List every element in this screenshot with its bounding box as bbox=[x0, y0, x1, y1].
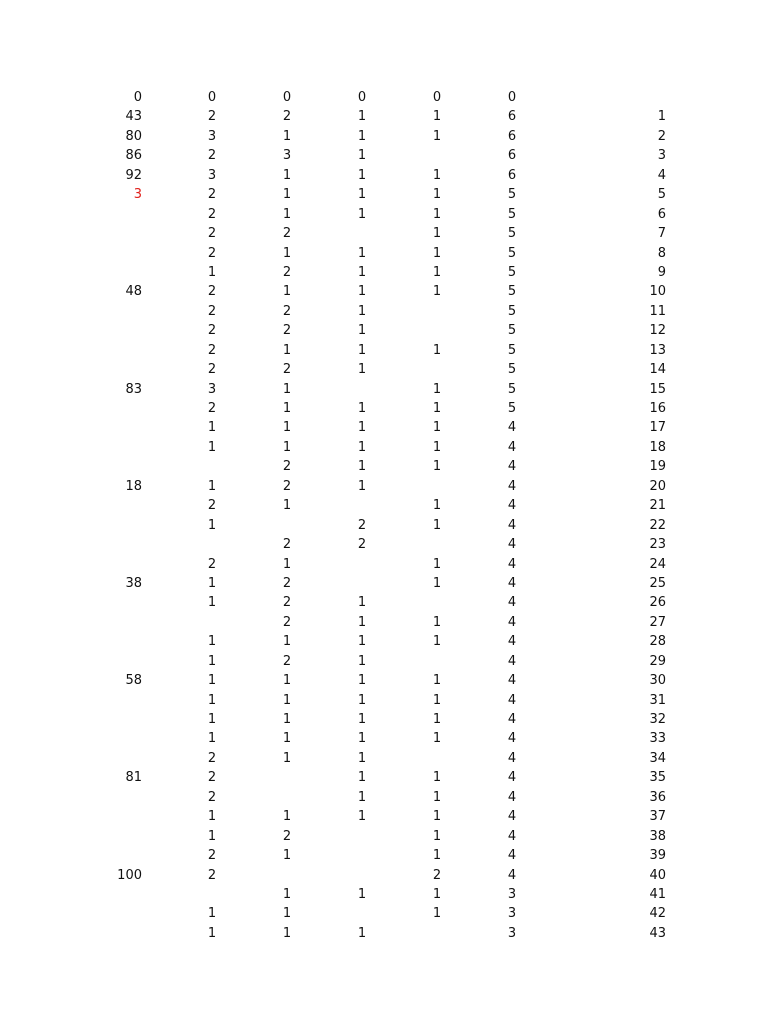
table-cell[interactable]: 3 bbox=[657, 148, 666, 164]
table-row bbox=[0, 438, 768, 457]
table-cell[interactable]: 1 bbox=[282, 848, 292, 864]
table-row bbox=[0, 380, 768, 399]
table-cell[interactable]: 3 bbox=[507, 906, 517, 922]
table-cell[interactable]: 1 bbox=[357, 439, 367, 455]
table-row bbox=[0, 555, 768, 574]
table-cell[interactable]: 4 bbox=[507, 828, 517, 844]
table-cell[interactable]: 2 bbox=[207, 556, 217, 572]
table-cell[interactable]: 2 bbox=[432, 867, 442, 883]
table-cell[interactable]: 1 bbox=[207, 673, 217, 689]
table-cell[interactable]: 5 bbox=[507, 206, 517, 222]
table-cell[interactable]: 2 bbox=[282, 478, 292, 494]
table-cell[interactable]: 4 bbox=[507, 789, 517, 805]
table-row bbox=[0, 282, 768, 301]
table-cell[interactable]: 6 bbox=[507, 148, 517, 164]
table-cell[interactable]: 1 bbox=[207, 828, 217, 844]
table-cell[interactable]: 2 bbox=[207, 770, 217, 786]
table-cell[interactable]: 4 bbox=[507, 459, 517, 475]
table-row bbox=[0, 107, 768, 126]
table-cell[interactable]: 2 bbox=[207, 867, 217, 883]
table-cell[interactable]: 5 bbox=[507, 226, 517, 242]
table-cell[interactable]: 2 bbox=[282, 595, 292, 611]
table-cell[interactable]: 2 bbox=[282, 653, 292, 669]
table-cell[interactable]: 1 bbox=[357, 401, 367, 416]
table-cell[interactable]: 2 bbox=[282, 362, 292, 378]
table-cell[interactable]: 1 bbox=[207, 634, 217, 650]
table-row bbox=[0, 88, 768, 107]
table-cell[interactable]: 1 bbox=[282, 731, 292, 747]
table-row bbox=[0, 457, 768, 476]
table-cell[interactable]: 35 bbox=[649, 770, 666, 786]
table-cell[interactable]: 1 bbox=[432, 206, 442, 222]
table-cell[interactable]: 1 bbox=[357, 789, 367, 805]
table-cell[interactable]: 42 bbox=[649, 906, 666, 922]
table-cell[interactable]: 4 bbox=[507, 478, 517, 494]
table-cell[interactable]: 40 bbox=[649, 867, 666, 883]
table-row bbox=[0, 205, 768, 224]
table-row bbox=[0, 185, 768, 204]
table-cell[interactable]: 4 bbox=[507, 770, 517, 786]
table-cell[interactable]: 48 bbox=[125, 284, 142, 300]
table-cell[interactable]: 37 bbox=[649, 809, 666, 825]
table-cell[interactable]: 1 bbox=[432, 128, 442, 144]
table-cell[interactable]: 0 bbox=[507, 90, 517, 105]
table-cell[interactable]: 5 bbox=[507, 323, 517, 339]
table-cell[interactable]: 1 bbox=[207, 712, 217, 727]
table-cell[interactable]: 1 bbox=[282, 556, 292, 572]
table-cell[interactable]: 2 bbox=[357, 537, 367, 553]
table-cell[interactable]: 39 bbox=[649, 848, 666, 864]
table-cell[interactable]: 1 bbox=[432, 809, 442, 825]
table-cell[interactable]: 1 bbox=[432, 498, 442, 514]
table-cell[interactable]: 19 bbox=[649, 459, 666, 475]
table-cell[interactable]: 4 bbox=[507, 420, 517, 436]
table-cell[interactable]: 1 bbox=[432, 264, 442, 280]
table-cell[interactable]: 4 bbox=[507, 867, 517, 883]
table-cell[interactable]: 2 bbox=[207, 226, 217, 242]
table-cell[interactable]: 2 bbox=[282, 303, 292, 319]
table-cell[interactable]: 1 bbox=[432, 848, 442, 864]
table-cell[interactable]: 5 bbox=[657, 187, 666, 203]
table-cell[interactable]: 83 bbox=[125, 381, 142, 397]
table-cell[interactable]: 4 bbox=[657, 167, 666, 183]
table-cell[interactable]: 1 bbox=[207, 264, 217, 280]
table-cell[interactable]: 1 bbox=[282, 750, 292, 766]
table-cell[interactable]: 1 bbox=[432, 401, 442, 416]
table-cell[interactable]: 100 bbox=[117, 867, 142, 883]
table-cell[interactable]: 7 bbox=[657, 226, 666, 242]
table-cell[interactable]: 20 bbox=[649, 478, 666, 494]
table-cell[interactable]: 1 bbox=[432, 712, 442, 727]
table-cell[interactable]: 1 bbox=[282, 284, 292, 300]
table-cell[interactable]: 1 bbox=[357, 595, 367, 611]
table-row bbox=[0, 691, 768, 710]
table-cell[interactable]: 2 bbox=[357, 517, 367, 533]
table-cell[interactable]: 1 bbox=[282, 498, 292, 514]
table-cell[interactable]: 25 bbox=[649, 575, 666, 591]
table-cell[interactable]: 1 bbox=[282, 809, 292, 825]
table-cell[interactable]: 2 bbox=[282, 323, 292, 339]
table-cell[interactable]: 1 bbox=[432, 828, 442, 844]
table-cell[interactable]: 1 bbox=[432, 381, 442, 397]
table-cell[interactable]: 28 bbox=[649, 634, 666, 650]
spreadsheet-grid bbox=[0, 88, 768, 943]
table-row bbox=[0, 924, 768, 943]
table-cell[interactable]: 2 bbox=[282, 828, 292, 844]
table-cell[interactable]: 4 bbox=[507, 712, 517, 727]
table-cell[interactable]: 1 bbox=[357, 148, 367, 164]
table-cell[interactable]: 1 bbox=[357, 673, 367, 689]
table-cell[interactable]: 33 bbox=[649, 731, 666, 747]
table-cell[interactable]: 1 bbox=[357, 886, 367, 902]
table-row bbox=[0, 652, 768, 671]
table-cell[interactable]: 21 bbox=[649, 498, 666, 514]
table-row bbox=[0, 263, 768, 282]
table-cell[interactable]: 23 bbox=[649, 537, 666, 553]
table-cell[interactable]: 58 bbox=[125, 673, 142, 689]
table-cell[interactable]: 1 bbox=[282, 401, 292, 416]
table-row bbox=[0, 477, 768, 496]
table-cell[interactable]: 1 bbox=[357, 459, 367, 475]
table-cell[interactable]: 1 bbox=[207, 517, 217, 533]
table-cell[interactable]: 1 bbox=[432, 284, 442, 300]
table-cell[interactable]: 4 bbox=[507, 575, 517, 591]
table-cell[interactable]: 22 bbox=[649, 517, 666, 533]
table-row bbox=[0, 885, 768, 904]
table-cell[interactable]: 1 bbox=[357, 128, 367, 144]
table-row bbox=[0, 535, 768, 554]
table-cell[interactable]: 3 bbox=[207, 128, 217, 144]
table-cell[interactable]: 1 bbox=[432, 439, 442, 455]
table-cell[interactable]: 1 bbox=[357, 925, 367, 941]
table-cell[interactable]: 1 bbox=[282, 167, 292, 183]
table-cell[interactable]: 14 bbox=[649, 362, 666, 378]
table-cell[interactable]: 2 bbox=[657, 128, 666, 144]
table-cell[interactable]: 4 bbox=[507, 731, 517, 747]
table-cell[interactable]: 4 bbox=[507, 692, 517, 708]
table-cell[interactable]: 17 bbox=[649, 420, 666, 436]
table-cell[interactable]: 1 bbox=[357, 323, 367, 339]
table-cell[interactable]: 5 bbox=[507, 187, 517, 203]
table-cell[interactable]: 1 bbox=[282, 925, 292, 941]
table-cell[interactable]: 2 bbox=[282, 459, 292, 475]
table-cell[interactable]: 1 bbox=[432, 770, 442, 786]
table-cell[interactable]: 4 bbox=[507, 498, 517, 514]
table-cell[interactable]: 1 bbox=[432, 109, 442, 125]
table-cell[interactable]: 1 bbox=[282, 187, 292, 203]
table-cell[interactable]: 1 bbox=[432, 342, 442, 358]
table-cell[interactable]: 27 bbox=[649, 614, 666, 630]
table-cell[interactable]: 31 bbox=[649, 692, 666, 708]
table-row bbox=[0, 729, 768, 748]
table-cell[interactable]: 1 bbox=[282, 634, 292, 650]
table-cell[interactable]: 1 bbox=[357, 109, 367, 125]
table-cell[interactable]: 2 bbox=[207, 342, 217, 358]
table-cell[interactable]: 2 bbox=[282, 575, 292, 591]
table-cell[interactable]: 4 bbox=[507, 595, 517, 611]
table-cell[interactable]: 1 bbox=[207, 420, 217, 436]
table-cell[interactable]: 3 bbox=[207, 167, 217, 183]
table-row bbox=[0, 768, 768, 787]
table-cell[interactable]: 6 bbox=[657, 206, 666, 222]
table-cell[interactable]: 18 bbox=[649, 439, 666, 455]
table-cell[interactable]: 1 bbox=[657, 109, 666, 125]
table-cell[interactable]: 1 bbox=[357, 750, 367, 766]
table-cell[interactable]: 1 bbox=[357, 167, 367, 183]
table-cell[interactable]: 5 bbox=[507, 264, 517, 280]
table-cell[interactable]: 5 bbox=[507, 245, 517, 261]
table-cell[interactable]: 1 bbox=[207, 809, 217, 825]
table-cell[interactable]: 1 bbox=[207, 595, 217, 611]
table-cell[interactable]: 4 bbox=[507, 537, 517, 553]
table-cell[interactable]: 2 bbox=[207, 148, 217, 164]
table-cell[interactable]: 16 bbox=[649, 401, 666, 416]
table-cell[interactable]: 1 bbox=[357, 206, 367, 222]
table-cell[interactable]: 1 bbox=[282, 381, 292, 397]
table-cell[interactable]: 1 bbox=[357, 245, 367, 261]
table-cell[interactable]: 1 bbox=[207, 906, 217, 922]
table-cell[interactable]: 6 bbox=[507, 167, 517, 183]
table-cell[interactable]: 2 bbox=[282, 226, 292, 242]
table-cell[interactable]: 2 bbox=[207, 750, 217, 766]
table-row bbox=[0, 496, 768, 515]
table-cell[interactable]: 1 bbox=[282, 439, 292, 455]
table-cell[interactable]: 0 bbox=[432, 90, 442, 105]
table-cell[interactable]: 2 bbox=[207, 848, 217, 864]
table-cell[interactable]: 18 bbox=[125, 478, 142, 494]
table-cell[interactable]: 5 bbox=[507, 342, 517, 358]
table-cell[interactable]: 1 bbox=[432, 614, 442, 630]
table-cell[interactable]: 1 bbox=[432, 575, 442, 591]
table-cell[interactable]: 1 bbox=[282, 673, 292, 689]
table-cell[interactable]: 1 bbox=[207, 575, 217, 591]
table-cell[interactable]: 1 bbox=[432, 634, 442, 650]
table-cell[interactable]: 81 bbox=[125, 770, 142, 786]
table-cell[interactable]: 6 bbox=[507, 109, 517, 125]
table-cell[interactable]: 1 bbox=[432, 187, 442, 203]
table-row bbox=[0, 846, 768, 865]
table-cell[interactable]: 9 bbox=[657, 264, 666, 280]
highlighted-cell[interactable]: 3 bbox=[133, 187, 142, 203]
table-cell[interactable]: 1 bbox=[207, 731, 217, 747]
table-cell[interactable]: 4 bbox=[507, 614, 517, 630]
table-cell[interactable]: 4 bbox=[507, 517, 517, 533]
table-row bbox=[0, 671, 768, 690]
table-cell[interactable]: 4 bbox=[507, 673, 517, 689]
table-row bbox=[0, 360, 768, 379]
table-cell[interactable]: 5 bbox=[507, 362, 517, 378]
table-cell[interactable]: 1 bbox=[207, 439, 217, 455]
table-cell[interactable]: 41 bbox=[649, 886, 666, 902]
table-row bbox=[0, 341, 768, 360]
table-cell[interactable]: 1 bbox=[432, 906, 442, 922]
table-cell[interactable]: 36 bbox=[649, 789, 666, 805]
table-cell[interactable]: 1 bbox=[207, 692, 217, 708]
table-cell[interactable]: 24 bbox=[649, 556, 666, 572]
table-row bbox=[0, 574, 768, 593]
table-cell[interactable]: 29 bbox=[649, 653, 666, 669]
table-cell[interactable]: 1 bbox=[357, 284, 367, 300]
table-row bbox=[0, 321, 768, 340]
table-cell[interactable]: 1 bbox=[282, 886, 292, 902]
table-cell[interactable]: 2 bbox=[207, 401, 217, 416]
table-row bbox=[0, 613, 768, 632]
table-cell[interactable]: 1 bbox=[357, 653, 367, 669]
table-cell[interactable]: 3 bbox=[207, 381, 217, 397]
table-cell[interactable]: 26 bbox=[649, 595, 666, 611]
table-cell[interactable]: 1 bbox=[357, 420, 367, 436]
table-cell[interactable]: 2 bbox=[282, 264, 292, 280]
table-cell[interactable]: 12 bbox=[649, 323, 666, 339]
table-cell[interactable]: 92 bbox=[125, 167, 142, 183]
table-cell[interactable]: 1 bbox=[357, 342, 367, 358]
table-cell[interactable]: 1 bbox=[357, 634, 367, 650]
table-cell[interactable]: 1 bbox=[432, 556, 442, 572]
table-cell[interactable]: 1 bbox=[282, 342, 292, 358]
table-cell[interactable]: 2 bbox=[207, 245, 217, 261]
table-cell[interactable]: 5 bbox=[507, 381, 517, 397]
table-cell[interactable]: 38 bbox=[649, 828, 666, 844]
table-cell[interactable]: 1 bbox=[357, 692, 367, 708]
table-cell[interactable]: 1 bbox=[207, 925, 217, 941]
table-row bbox=[0, 904, 768, 923]
table-cell[interactable]: 1 bbox=[207, 653, 217, 669]
table-cell[interactable]: 4 bbox=[507, 750, 517, 766]
table-cell[interactable]: 2 bbox=[207, 187, 217, 203]
table-cell[interactable]: 1 bbox=[432, 517, 442, 533]
table-row bbox=[0, 146, 768, 165]
table-cell[interactable]: 1 bbox=[432, 886, 442, 902]
table-cell[interactable]: 1 bbox=[432, 692, 442, 708]
table-cell[interactable]: 2 bbox=[207, 303, 217, 319]
table-cell[interactable]: 1 bbox=[282, 692, 292, 708]
table-cell[interactable]: 2 bbox=[207, 323, 217, 339]
table-cell[interactable]: 1 bbox=[207, 478, 217, 494]
table-cell[interactable]: 2 bbox=[207, 109, 217, 125]
table-cell[interactable]: 1 bbox=[432, 245, 442, 261]
table-row bbox=[0, 302, 768, 321]
table-cell[interactable]: 32 bbox=[649, 712, 666, 727]
table-cell[interactable]: 1 bbox=[282, 906, 292, 922]
table-cell[interactable]: 38 bbox=[125, 575, 142, 591]
table-cell[interactable]: 1 bbox=[282, 420, 292, 436]
table-cell[interactable]: 2 bbox=[282, 537, 292, 553]
table-cell[interactable]: 2 bbox=[207, 498, 217, 514]
table-cell[interactable]: 1 bbox=[357, 303, 367, 319]
table-cell[interactable]: 43 bbox=[125, 109, 142, 125]
table-cell[interactable]: 2 bbox=[207, 284, 217, 300]
table-cell[interactable]: 1 bbox=[357, 614, 367, 630]
table-cell[interactable]: 6 bbox=[507, 128, 517, 144]
table-cell[interactable]: 34 bbox=[649, 750, 666, 766]
table-cell[interactable]: 1 bbox=[432, 789, 442, 805]
table-cell[interactable]: 11 bbox=[649, 303, 666, 319]
table-cell[interactable]: 10 bbox=[649, 284, 666, 300]
table-cell[interactable]: 8 bbox=[657, 245, 666, 261]
table-cell[interactable]: 1 bbox=[357, 187, 367, 203]
table-cell[interactable]: 3 bbox=[507, 886, 517, 902]
table-cell[interactable]: 80 bbox=[125, 128, 142, 144]
table-row bbox=[0, 593, 768, 612]
table-row bbox=[0, 166, 768, 185]
table-cell[interactable]: 0 bbox=[282, 90, 292, 105]
table-cell[interactable]: 4 bbox=[507, 848, 517, 864]
table-cell[interactable]: 43 bbox=[649, 925, 666, 941]
table-cell[interactable]: 4 bbox=[507, 439, 517, 455]
table-cell[interactable]: 1 bbox=[432, 167, 442, 183]
table-cell[interactable]: 4 bbox=[507, 556, 517, 572]
table-cell[interactable]: 13 bbox=[649, 342, 666, 358]
table-cell[interactable]: 15 bbox=[649, 381, 666, 397]
table-cell[interactable]: 2 bbox=[207, 206, 217, 222]
table-cell[interactable]: 2 bbox=[282, 614, 292, 630]
table-cell[interactable]: 86 bbox=[125, 148, 142, 164]
table-cell[interactable]: 3 bbox=[282, 148, 292, 164]
table-row bbox=[0, 827, 768, 846]
table-cell[interactable]: 1 bbox=[357, 809, 367, 825]
table-row bbox=[0, 749, 768, 768]
table-cell[interactable]: 2 bbox=[207, 789, 217, 805]
table-row bbox=[0, 224, 768, 243]
table-row bbox=[0, 866, 768, 885]
table-cell[interactable]: 5 bbox=[507, 284, 517, 300]
table-cell[interactable]: 3 bbox=[507, 925, 517, 941]
table-cell[interactable]: 1 bbox=[357, 264, 367, 280]
table-cell[interactable]: 0 bbox=[133, 90, 142, 105]
table-cell[interactable]: 2 bbox=[207, 362, 217, 378]
table-row bbox=[0, 788, 768, 807]
table-cell[interactable]: 1 bbox=[432, 731, 442, 747]
table-row bbox=[0, 632, 768, 651]
table-row bbox=[0, 807, 768, 826]
table-row bbox=[0, 418, 768, 437]
table-cell[interactable]: 1 bbox=[432, 420, 442, 436]
table-row bbox=[0, 127, 768, 146]
table-cell[interactable]: 2 bbox=[282, 109, 292, 125]
table-cell[interactable]: 1 bbox=[282, 245, 292, 261]
table-row bbox=[0, 710, 768, 729]
table-cell[interactable]: 4 bbox=[507, 653, 517, 669]
table-cell[interactable]: 1 bbox=[282, 712, 292, 727]
table-cell[interactable]: 4 bbox=[507, 634, 517, 650]
table-cell[interactable]: 1 bbox=[432, 459, 442, 475]
table-row bbox=[0, 244, 768, 263]
table-cell[interactable]: 1 bbox=[357, 712, 367, 727]
table-cell[interactable]: 5 bbox=[507, 401, 517, 416]
table-cell[interactable]: 1 bbox=[432, 673, 442, 689]
table-cell[interactable]: 1 bbox=[357, 478, 367, 494]
table-cell[interactable]: 0 bbox=[357, 90, 367, 105]
table-cell[interactable]: 1 bbox=[357, 770, 367, 786]
table-row bbox=[0, 399, 768, 418]
table-cell[interactable]: 4 bbox=[507, 809, 517, 825]
table-cell[interactable]: 30 bbox=[649, 673, 666, 689]
table-cell[interactable]: 5 bbox=[507, 303, 517, 319]
table-cell[interactable]: 1 bbox=[432, 226, 442, 242]
table-cell[interactable]: 1 bbox=[357, 362, 367, 378]
table-cell[interactable]: 1 bbox=[282, 128, 292, 144]
table-cell[interactable]: 1 bbox=[357, 731, 367, 747]
table-cell[interactable]: 0 bbox=[207, 90, 217, 105]
table-cell[interactable]: 1 bbox=[282, 206, 292, 222]
table-row bbox=[0, 516, 768, 535]
